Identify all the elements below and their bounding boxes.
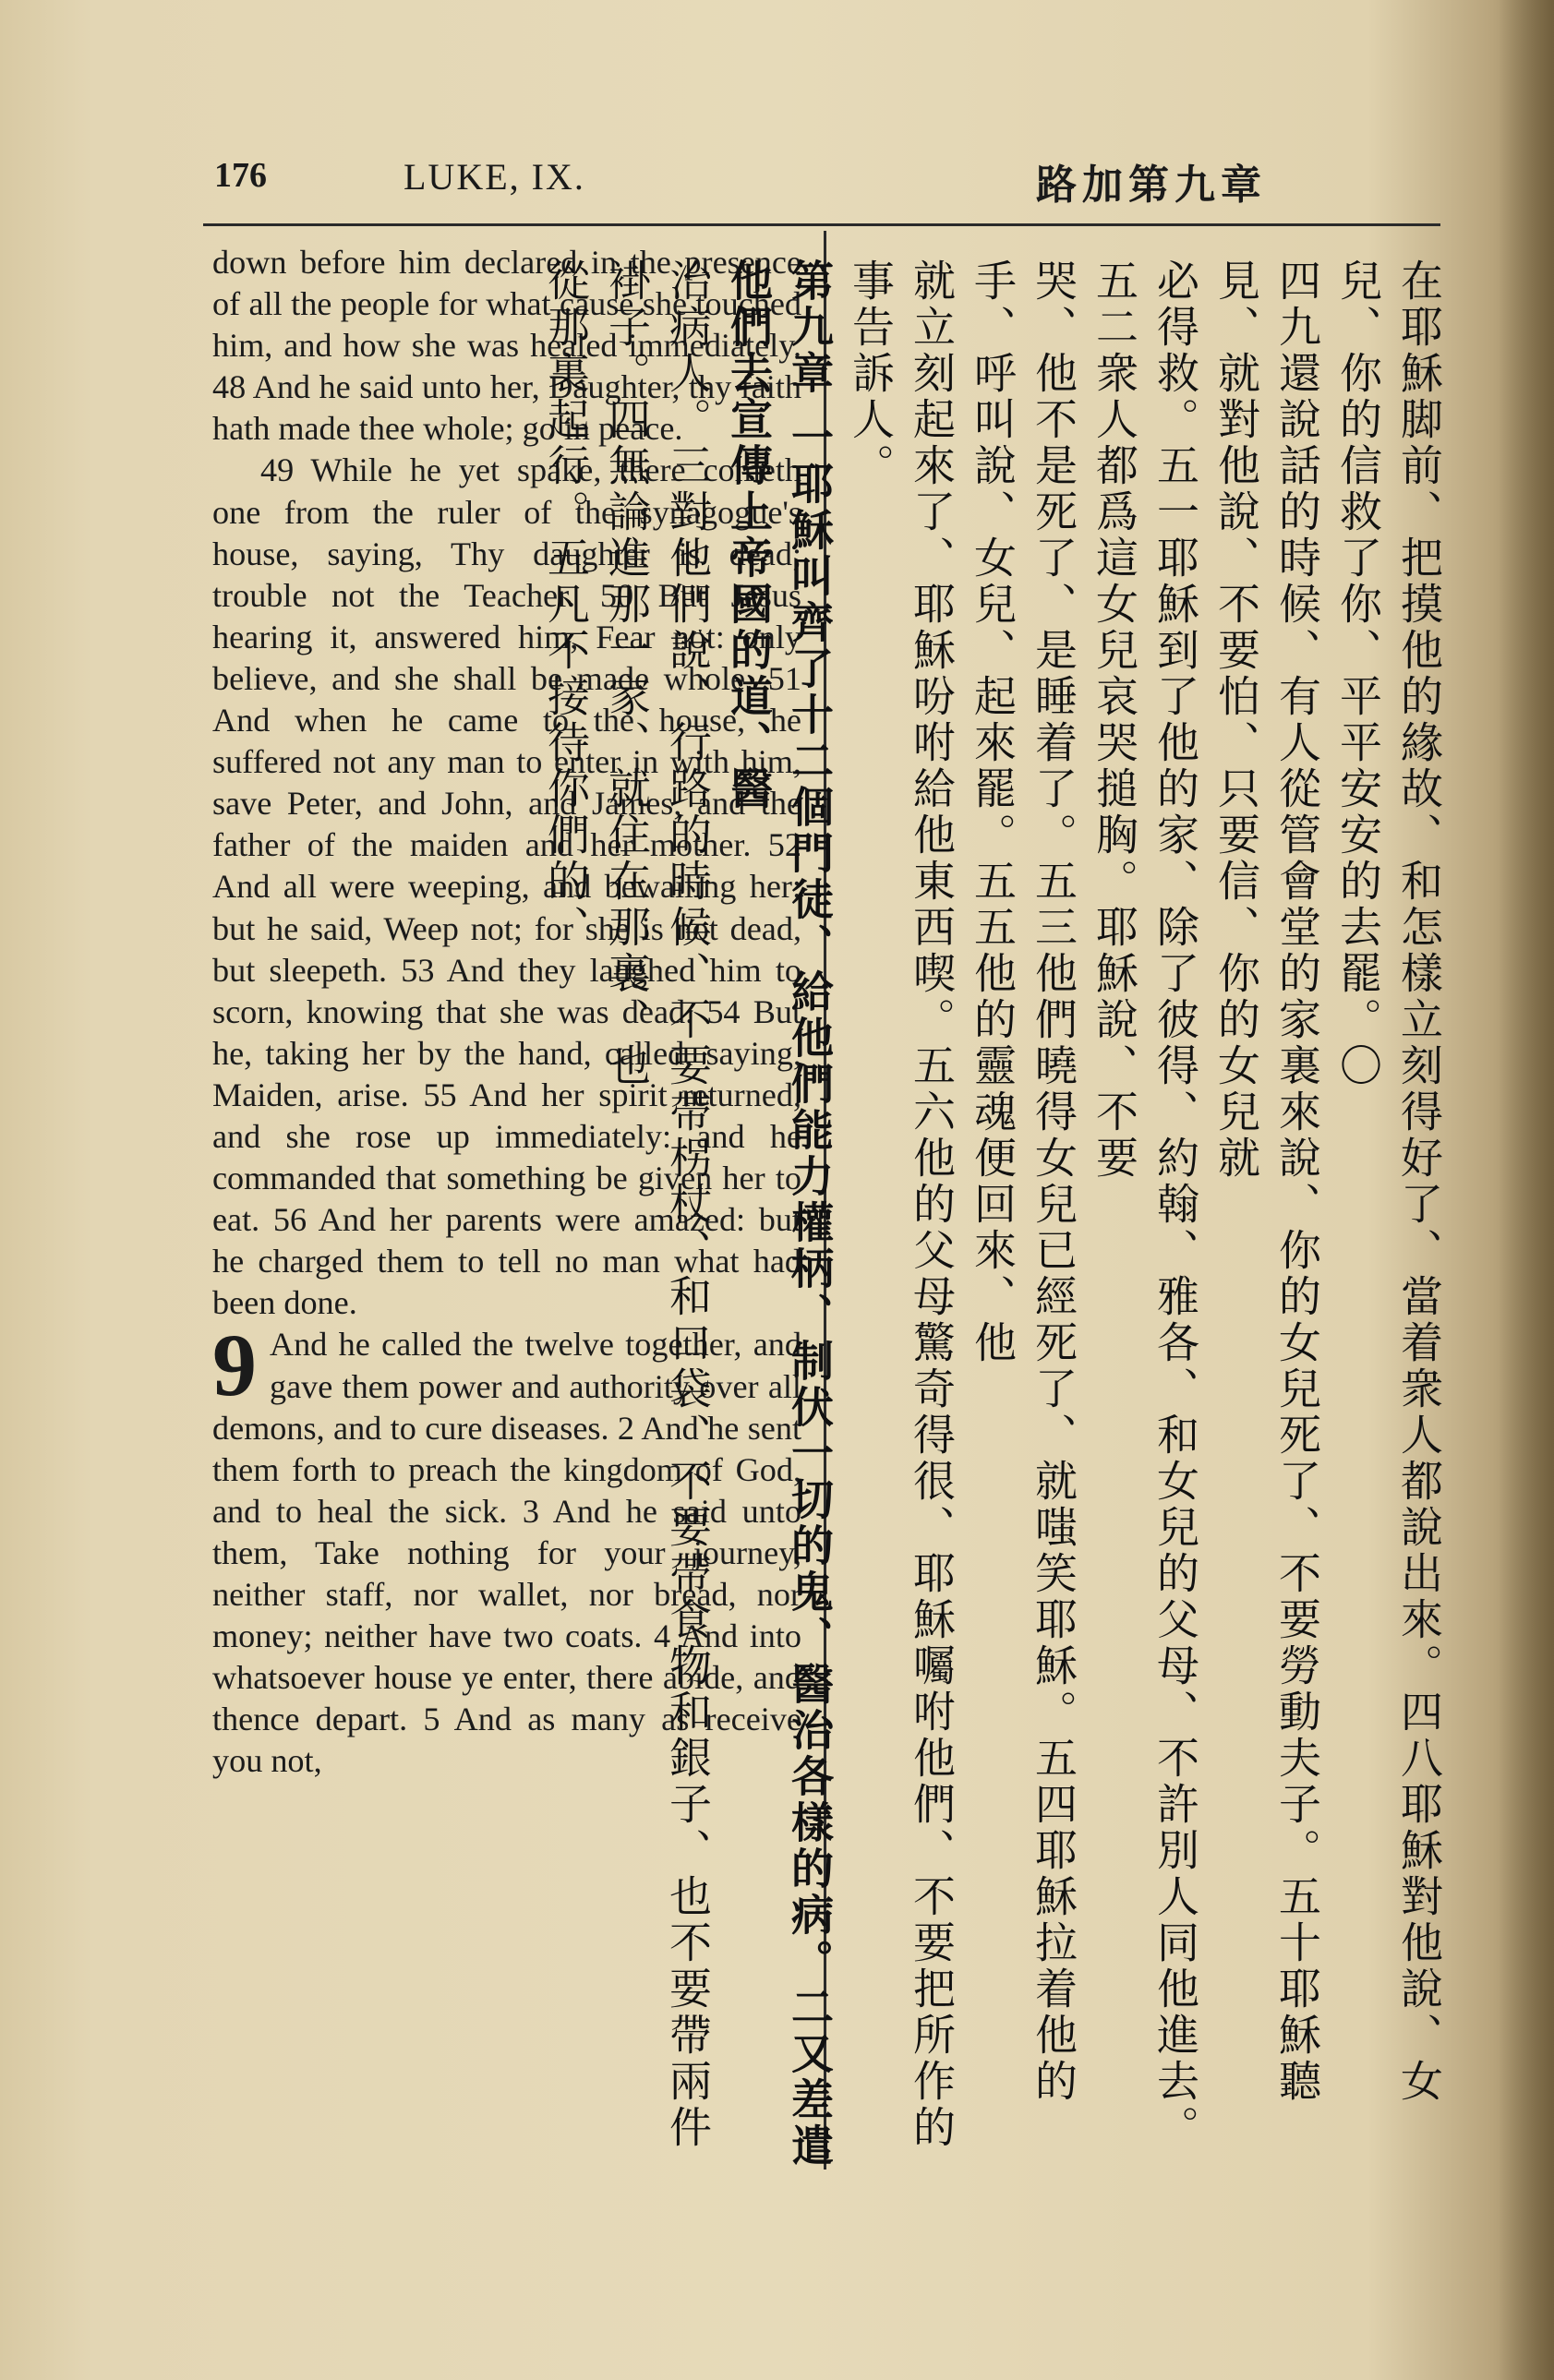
page-number: 176 [214, 156, 267, 195]
english-paragraph-2: 49 While he yet spake, there cometh one from the ruler of the synagogue's house, saying, Thy daughter is dead; trouble not the Teacher. 50 But Jesus hearing it, answered him, Fear not: only believe, and she shall be made whole. 51 And when he came to the house, he suffered not any man to enter in with him, save Peter, and John, and James, and the father of the maiden and her mother. 52 And all were weeping, and bewailing her: but he said, Weep not; for she is not dead, but sleepeth. 53 And they laughed him to scorn, knowing that she was dead. 54 But he, taking her by the hand, called, saying, Maiden, arise. 55 And her spirit returned, and she rose up immediately: and he commanded that something be given her to eat. 56 And her parents were amazed: but he charged them to tell no man what had been done. [212, 451, 801, 1322]
chinese-line-3: 必得救。五一耶穌到了他的家、除了彼得、約翰、雅各、和女兒的父母、不許別人同他進去。五二衆人都爲這女兒哀哭搥胸。耶穌說、不要 [1090, 258, 1200, 2151]
chinese-running-head: 路加第九章 [1036, 162, 1267, 209]
page-header [214, 155, 1276, 210]
english-paragraph-1: down before him declared in the presence of all the people for what cause she touched him, and how she was healed immediately. 48 And he said unto her, Daughter, thy faith hath made thee whole; go in peace. [212, 244, 801, 448]
chinese-line-7: 治病人。三對他們說、行路的時候、不要帶柺杖、和口袋、不要帶食物和銀子、也不要帶兩件褂子。四無論進那一家、就住在那裏、也 [602, 258, 713, 2151]
chinese-line-5: 就立刻起來了、耶穌吩咐給他東西喫。五六他的父母驚奇得很、耶穌囑咐他們、不要把所作的事告訴人。 [846, 258, 957, 2151]
running-head: LUKE, IX. [404, 156, 585, 198]
chinese-line-2: 四九還說話的時候、有人從管會堂的家裏來說、你的女兒死了、不要勞動夫子。五十耶穌聽見、就對他說、不要怕、只要信、你的女兒就 [1211, 258, 1322, 2105]
chinese-chapter-heading-line: 第九章 一耶穌叫齊了十二個門徒、給他們能力權柄、制伏一切的鬼、醫治各樣的病。二又差遣他們去宣傳上帝國的道、醫 [724, 258, 835, 2170]
header-rule [203, 223, 1440, 226]
chinese-line-1: 在耶穌脚前、把摸他的緣故、和怎樣立刻得好了、當着衆人都說出來。四八耶穌對他說、女兒、你的信救了你、平平安安的去罷。〇 [1333, 258, 1444, 2105]
english-paragraph-3: And he called the twelve together, and gave them power and authority over all demons, and to cure diseases. 2 And he sent them forth to preach the kingdom of God, and to heal the sick. 3 And he said unto them, Take nothing for your journey, neither staff, nor wallet, nor bread, nor money; neither have two coats. 4 And into whatsoever house ye enter, there abide, and thence depart. 5 And as many as receive you not, [212, 1326, 801, 1780]
chinese-line-4: 哭、他不是死了、是睡着了。五三他們曉得女兒已經死了、就嗤笑耶穌。五四耶穌拉着他的手、呼叫說、女兒、起來罷。五五他的靈魂便回來、他 [968, 258, 1078, 2105]
chapter-number-dropcap: 9 [212, 1316, 257, 1415]
page-edge-shadow [1499, 0, 1554, 2380]
chinese-line-8: 從那裏起行。五凡不接待你們的、 [541, 258, 591, 951]
chinese-column [541, 258, 1450, 2179]
